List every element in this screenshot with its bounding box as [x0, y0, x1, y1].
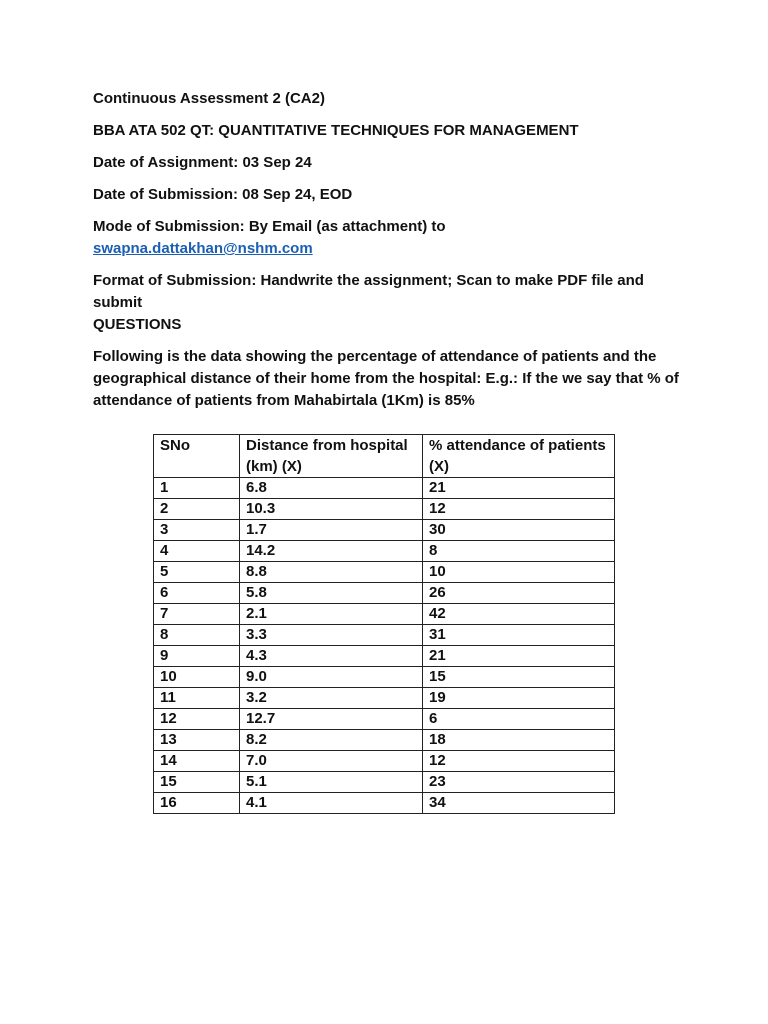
cell-distance: 4.1 [240, 793, 423, 814]
submission-mode-label: Mode of Submission: By Email (as attachment) to [93, 218, 446, 235]
header-sno: SNo [154, 435, 240, 478]
cell-attendance: 31 [423, 625, 615, 646]
cell-distance: 4.3 [240, 646, 423, 667]
cell-attendance: 8 [423, 541, 615, 562]
table-row [154, 604, 615, 625]
cell-attendance: 12 [423, 751, 615, 772]
cell-sno: 12 [154, 709, 240, 730]
table-row [154, 499, 615, 520]
cell-attendance: 6 [423, 709, 615, 730]
header-distance: Distance from hospital (km) (X) [240, 435, 423, 478]
cell-attendance: 23 [423, 772, 615, 793]
cell-sno: 14 [154, 751, 240, 772]
table-row [154, 667, 615, 688]
cell-distance: 7.0 [240, 751, 423, 772]
submission-format: Format of Submission: Handwrite the assignment; Scan to make PDF file and submit [93, 272, 644, 311]
cell-distance: 2.1 [240, 604, 423, 625]
cell-attendance: 34 [423, 793, 615, 814]
cell-sno: 16 [154, 793, 240, 814]
table-header-row [154, 435, 615, 478]
cell-distance: 5.1 [240, 772, 423, 793]
table-row [154, 772, 615, 793]
table-row [154, 688, 615, 709]
cell-distance: 1.7 [240, 520, 423, 541]
table-row [154, 730, 615, 751]
table-row [154, 751, 615, 772]
table-row [154, 562, 615, 583]
cell-attendance: 12 [423, 499, 615, 520]
data-table [153, 434, 615, 814]
table-row [154, 478, 615, 499]
cell-attendance: 30 [423, 520, 615, 541]
cell-sno: 3 [154, 520, 240, 541]
cell-distance: 3.3 [240, 625, 423, 646]
cell-sno: 15 [154, 772, 240, 793]
cell-distance: 12.7 [240, 709, 423, 730]
course-title: BBA ATA 502 QT: QUANTITATIVE TECHNIQUES FOR MANAGEMENT [93, 122, 579, 139]
cell-distance: 14.2 [240, 541, 423, 562]
submission-date: Date of Submission: 08 Sep 24, EOD [93, 186, 353, 203]
table-row [154, 646, 615, 667]
cell-sno: 11 [154, 688, 240, 709]
cell-attendance: 19 [423, 688, 615, 709]
cell-attendance: 18 [423, 730, 615, 751]
header-attendance: % attendance of patients (X) [423, 435, 615, 478]
table-body [154, 478, 615, 814]
cell-attendance: 42 [423, 604, 615, 625]
cell-sno: 7 [154, 604, 240, 625]
cell-sno: 6 [154, 583, 240, 604]
cell-sno: 4 [154, 541, 240, 562]
cell-distance: 6.8 [240, 478, 423, 499]
cell-attendance: 15 [423, 667, 615, 688]
cell-attendance: 10 [423, 562, 615, 583]
table-row [154, 709, 615, 730]
cell-distance: 8.8 [240, 562, 423, 583]
cell-distance: 5.8 [240, 583, 423, 604]
cell-sno: 13 [154, 730, 240, 751]
cell-sno: 8 [154, 625, 240, 646]
cell-attendance: 21 [423, 478, 615, 499]
table-row [154, 541, 615, 562]
document-body [93, 88, 693, 412]
assignment-date: Date of Assignment: 03 Sep 24 [93, 154, 312, 171]
question-intro: Following is the data showing the percentage of attendance of patients and the geographical distance of their home from the hospital: E.g.: If the we say that % of attendance of patients from Mahabirtala (1Km) is 85% [93, 348, 679, 409]
email-link[interactable]: swapna.dattakhan@nshm.com [93, 240, 313, 257]
cell-distance: 10.3 [240, 499, 423, 520]
table-row [154, 520, 615, 541]
cell-distance: 8.2 [240, 730, 423, 751]
cell-attendance: 21 [423, 646, 615, 667]
table-row [154, 583, 615, 604]
cell-sno: 1 [154, 478, 240, 499]
cell-attendance: 26 [423, 583, 615, 604]
assessment-title: Continuous Assessment 2 (CA2) [93, 90, 325, 107]
cell-distance: 3.2 [240, 688, 423, 709]
cell-sno: 2 [154, 499, 240, 520]
cell-sno: 10 [154, 667, 240, 688]
table-row [154, 793, 615, 814]
cell-distance: 9.0 [240, 667, 423, 688]
questions-heading: QUESTIONS [93, 316, 182, 333]
cell-sno: 5 [154, 562, 240, 583]
submission-mode [93, 216, 693, 260]
table-row [154, 625, 615, 646]
cell-sno: 9 [154, 646, 240, 667]
